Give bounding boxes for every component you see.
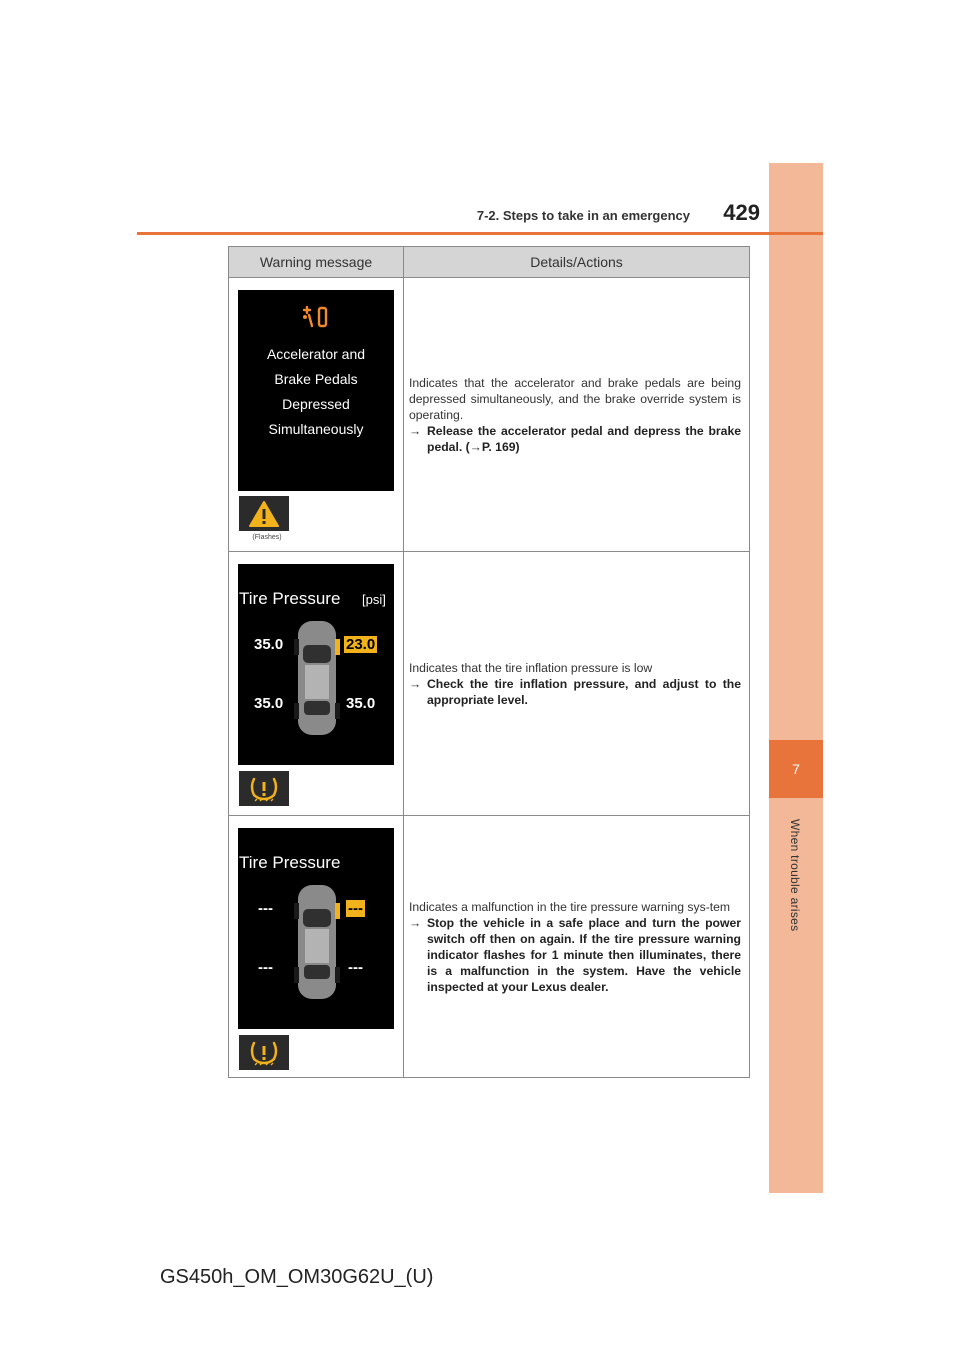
action-item [409, 915, 741, 995]
details-text-block [404, 899, 749, 995]
arrow-icon: → [409, 915, 422, 930]
details-text-block [404, 660, 749, 708]
action-text: Check the tire inflation pressure, and adjust to the appropriate level. [427, 676, 741, 707]
arrow-icon: → [409, 423, 422, 438]
tire-pressure-warning-lamp [239, 1035, 289, 1070]
chapter-title-tab [775, 810, 815, 940]
table-header [229, 247, 749, 278]
details-text-block [404, 375, 749, 455]
column-header-details: Details/Actions [530, 254, 623, 270]
display-line-3: Depressed [282, 396, 350, 412]
table-row [229, 816, 749, 1077]
table-row [229, 552, 749, 816]
display-title: Tire Pressure [239, 853, 341, 872]
tire-pressure-display [238, 564, 394, 765]
header-rule [137, 232, 823, 235]
action-item [409, 676, 741, 708]
master-warning-lamp [239, 496, 289, 531]
car-top-view-icon [294, 619, 340, 737]
display-title: Tire Pressure [239, 589, 341, 608]
tire-front-left: 35.0 [254, 636, 284, 653]
section-title: 7-2. Steps to take in an emergency [476, 208, 690, 223]
display-line-2: Brake Pedals [274, 371, 358, 387]
tire-rear-left: --- [258, 959, 273, 976]
tire-front-left: --- [258, 900, 273, 917]
tire-pressure-warning-lamp [239, 771, 289, 806]
display-line-4: Simultaneously [268, 421, 364, 437]
action-item [409, 423, 741, 455]
column-header-warning: Warning message [229, 247, 404, 277]
warning-message-cell [229, 278, 404, 551]
action-text: Stop the vehicle in a safe place and turn the power switch off then on again. If the tire pressure warning indicator flashes for 1 minute then illuminates, there is a malfunction in the system. Have the vehicle inspected at your Lexus dealer. [427, 915, 741, 994]
document-id: GS450h_OM_OM30G62U_(U) [160, 1266, 434, 1288]
details-description: Indicates a malfunction in the tire pressure warning sys-tem [409, 899, 731, 914]
pedal-icon [301, 304, 331, 330]
tire-front-right: 23.0 [346, 636, 376, 653]
warning-message-cell [229, 552, 404, 815]
details-cell [404, 552, 749, 815]
display-line-1: Accelerator and [266, 346, 366, 362]
warning-message-cell [229, 816, 404, 1077]
tire-rear-left: 35.0 [254, 695, 284, 712]
chapter-number: 7 [792, 761, 800, 777]
details-cell [404, 816, 749, 1077]
tire-pressure-warning-icon [248, 776, 280, 802]
tire-pressure-warning-icon [248, 1040, 280, 1066]
tire-rear-right: 35.0 [346, 695, 376, 712]
chapter-number-tab[interactable] [769, 740, 823, 798]
action-text: Release the accelerator pedal and depress the brake pedal. (→P. 169) [427, 423, 741, 454]
tire-front-right: --- [348, 900, 363, 917]
arrow-icon: → [409, 676, 422, 691]
page-number: 429 [723, 200, 760, 225]
display-unit: [psi] [362, 592, 386, 607]
chapter-title: When trouble arises [788, 818, 802, 932]
table-row [229, 278, 749, 552]
side-tab-strip [769, 163, 823, 1193]
lamp-caption: (Flashes) [252, 534, 282, 541]
details-description: Indicates that the tire inflation pressure is low [409, 660, 653, 675]
tire-pressure-malfunction-display [238, 828, 394, 1029]
tire-rear-right: --- [348, 959, 363, 976]
car-top-view-icon [294, 883, 340, 1001]
details-description: Indicates that the accelerator and brake pedals are being depressed simultaneously, and the brake override system is operating. [409, 375, 741, 422]
details-cell [404, 278, 749, 551]
brake-override-display [238, 290, 394, 491]
warning-triangle-icon [249, 501, 279, 527]
warning-message-table [228, 246, 750, 1078]
